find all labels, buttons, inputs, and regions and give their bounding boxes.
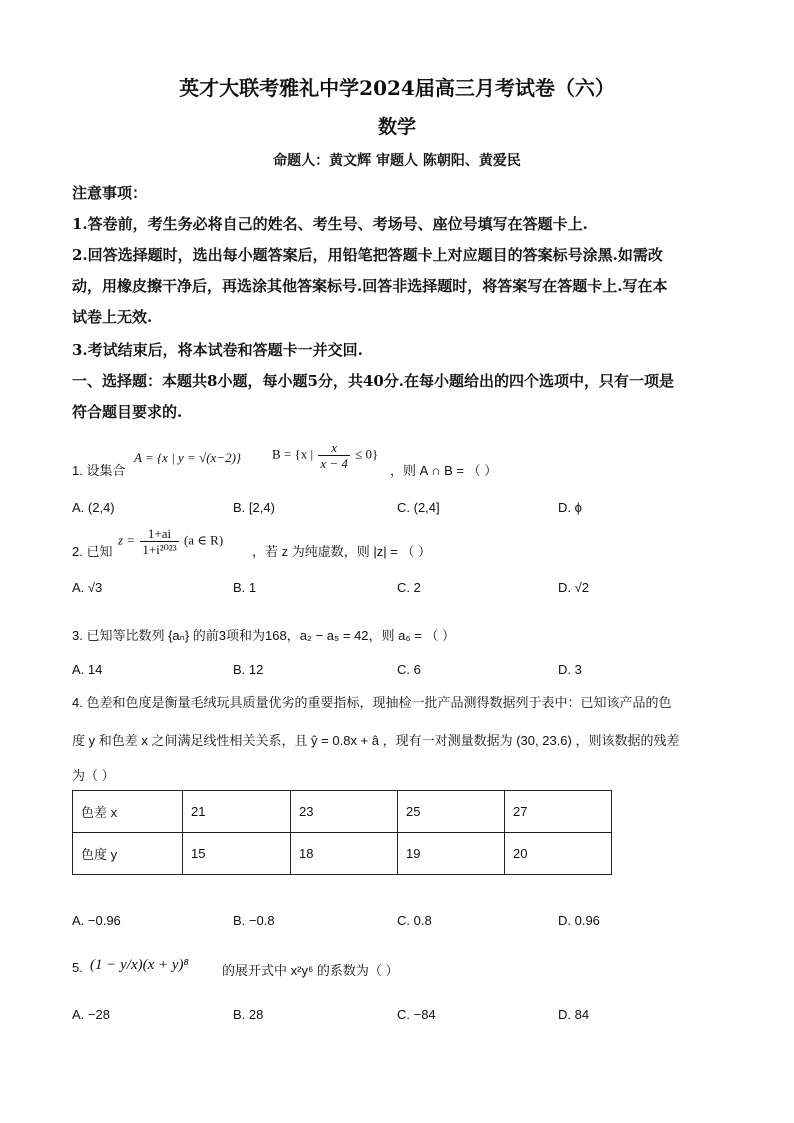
q3-option-b: B. 12 [233,662,264,677]
q1-suffix: ，则 A ∩ B = （ ） [390,463,498,478]
q5-option-c: C. −84 [397,1007,436,1022]
q2-denominator: 1+i²⁰²³ [142,542,177,557]
q4-line-3: 为（ ） [72,768,115,783]
q2-option-b: B. 1 [233,580,257,595]
q1-set-b-left: B = {x | [272,446,314,462]
q5-prefix: 5. [72,960,83,975]
q4-option-a: A. −0.96 [72,913,121,928]
q2-expression [118,526,223,557]
table-cell: 19 [398,833,505,875]
q1-option-d: D. ϕ [558,500,582,515]
q1-option-b: B. [2,4) [233,500,275,515]
q2-option-c: C. 2 [397,580,421,595]
table-cell: 27 [505,791,612,833]
table-cell: 21 [183,791,291,833]
notice-item-1: 1.答卷前，考生务必将自己的姓名、考生号、考场号、座位号填写在答题卡上. [72,215,588,233]
q5-option-a: A. −28 [72,1007,110,1022]
table-cell: 15 [183,833,291,875]
q2-fraction [140,526,178,557]
section-1-heading-line-1: 一、选择题：本题共8小题，每小题5分，共40分.在每小题给出的四个选项中，只有一项是 [72,372,674,390]
table-cell: 色度 y [73,833,183,875]
table-row [73,833,612,875]
section-1-heading-line-2: 符合题目要求的. [72,403,183,421]
exam-title: 英才大联考雅礼中学2024届高三月考试卷（六） [179,76,615,100]
notice-item-2-line-3: 试卷上无效. [72,308,153,326]
q1-set-a: A = {x | y = √(x−2)} [134,450,242,465]
q2-prefix: 2. 已知 [72,544,113,559]
q5-option-b: B. 28 [233,1007,264,1022]
subject-title: 数学 [377,116,416,138]
q5-suffix: 的展开式中 x²y⁶ 的系数为（ ） [222,963,399,978]
q2-option-d: D. √2 [558,580,589,595]
q2-z-label: z = [118,532,136,548]
notice-item-3: 3.考试结束后，将本试卷和答题卡一并交回. [72,341,363,359]
q4-line-1: 4. 色差和色度是衡量毛绒玩具质量优劣的重要指标，现抽检一批产品测得数据列于表中：已知该产品的色 [72,695,672,710]
q1-set-b-right: ≤ 0} [355,446,379,462]
q2-option-a: A. √3 [72,580,103,595]
q4-option-d: D. 0.96 [558,913,600,928]
q1-option-a: A. (2,4) [72,500,115,515]
notice-item-2-line-2: 动，用橡皮擦干净后，再选涂其他答案标号.回答非选择题时，将答案写在答题卡上.写在本 [72,277,668,295]
q4-line-2: 度 y 和色差 x 之间满足线性相关关系，且 ŷ = 0.8x + â ，现有一对测量数据为 (30, 23.6) ，则该数据的残差 [72,733,680,748]
table-cell: 25 [398,791,505,833]
q5-expression: (1 − y/x)(x + y)⁸ [90,957,189,973]
q5-option-d: D. 84 [558,1007,590,1022]
notice-item-2-line-1: 2.回答选择题时，选出每小题答案后，用铅笔把答题卡上对应题目的答案标号涂黑.如需改 [72,246,663,264]
authors-line: 命题人：黄文辉 审题人 陈朝阳、黄爱民 [273,153,521,169]
notice-heading: 注意事项： [72,184,148,202]
q4-option-b: B. −0.8 [233,913,275,928]
table-cell: 色差 x [73,791,183,833]
q2-suffix: ，若 z 为纯虚数，则 |z| = （ ） [252,544,432,559]
q1-set-b-numerator: x [318,440,350,456]
table-cell: 18 [291,833,398,875]
q3-text: 3. 已知等比数列 {aₙ} 的前3项和为168，a₂ − a₅ = 42，则 a₆ = （ ） [72,628,456,643]
q3-option-c: C. 6 [397,662,421,677]
q1-set-b-fraction [318,440,350,471]
q4-data-table [72,790,612,875]
q1-prefix: 1. 设集合 [72,463,126,478]
q1-option-c: C. (2,4] [397,500,440,515]
q1-set-b-denominator: x − 4 [320,456,348,471]
table-row [73,791,612,833]
q2-condition: (a ∈ R) [183,532,224,548]
table-cell: 20 [505,833,612,875]
q1-set-b [272,440,378,471]
q3-option-a: A. 14 [72,662,103,677]
q3-option-d: D. 3 [558,662,582,677]
q4-option-c: C. 0.8 [397,913,432,928]
table-cell: 23 [291,791,398,833]
q2-numerator: 1+ai [140,526,178,542]
